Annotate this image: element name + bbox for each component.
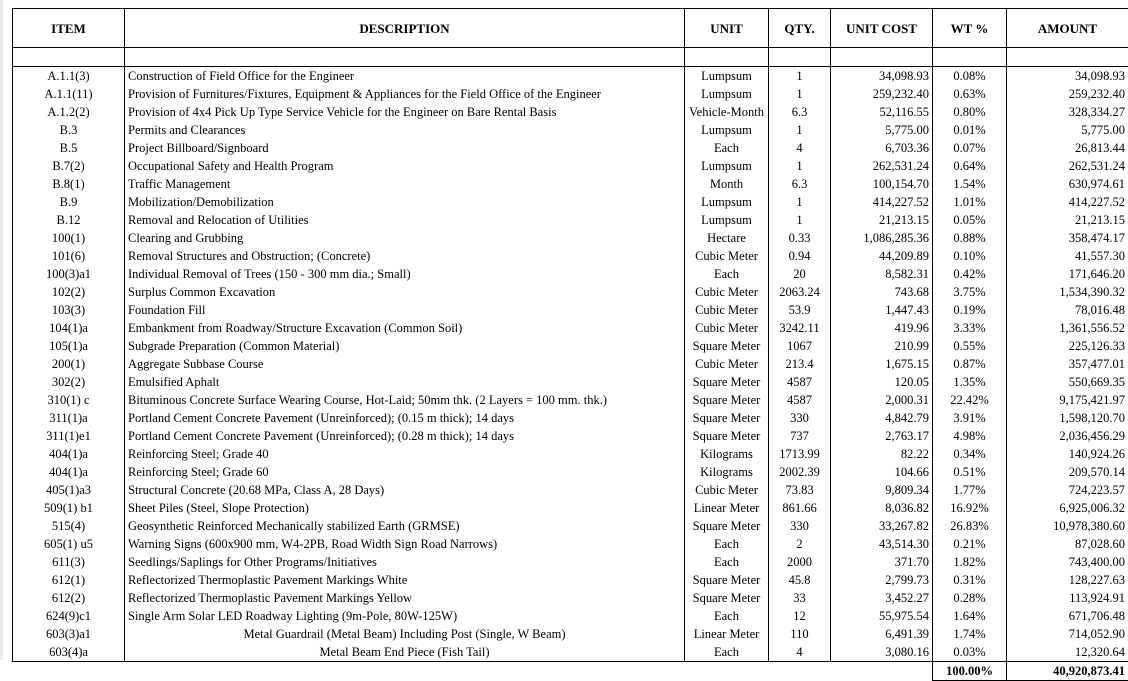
table-row: [13, 553, 1128, 571]
table-row: [13, 373, 1128, 391]
cell-item[interactable]: 405(1)a3: [13, 481, 125, 499]
cell-amount[interactable]: 171,646.20: [1007, 265, 1128, 283]
cell-description[interactable]: Aggregate Subbase Course: [125, 355, 685, 373]
table-row: [13, 463, 1128, 481]
cell-unit[interactable]: Each: [685, 643, 769, 662]
row-header-gutter: [0, 0, 3, 660]
cell-unit[interactable]: Square Meter: [685, 391, 769, 409]
cell-unit-cost[interactable]: 210.99: [831, 337, 933, 355]
cell-qty[interactable]: 4: [769, 139, 831, 157]
table-row: [13, 121, 1128, 139]
cell-qty[interactable]: 213.4: [769, 355, 831, 373]
cell-qty[interactable]: 110: [769, 625, 831, 643]
cell-description[interactable]: Individual Removal of Trees (150 - 300 mm dia.; Small): [125, 265, 685, 283]
table-row: [13, 607, 1128, 625]
totals-blank-cell[interactable]: [13, 662, 125, 681]
cell-qty[interactable]: 861.66: [769, 499, 831, 517]
cell-amount[interactable]: 358,474.17: [1007, 229, 1128, 247]
header-amount[interactable]: AMOUNT: [1007, 9, 1128, 48]
cell-item[interactable]: A.1.2(2): [13, 103, 125, 121]
cell-unit-cost[interactable]: 34,098.93: [831, 67, 933, 86]
cell-item[interactable]: 103(3): [13, 301, 125, 319]
cell-unit-cost[interactable]: 43,514.30: [831, 535, 933, 553]
cell-unit[interactable]: Each: [685, 139, 769, 157]
cell-unit[interactable]: Lumpsum: [685, 211, 769, 229]
cell-wt-percent[interactable]: 16.92%: [933, 499, 1007, 517]
spacer-cell[interactable]: [685, 48, 769, 67]
cell-amount[interactable]: 262,531.24: [1007, 157, 1128, 175]
cell-wt-percent[interactable]: 0.63%: [933, 85, 1007, 103]
cell-wt-percent[interactable]: 0.55%: [933, 337, 1007, 355]
cell-qty[interactable]: 45.8: [769, 571, 831, 589]
cell-unit[interactable]: Cubic Meter: [685, 319, 769, 337]
cell-unit-cost[interactable]: 2,000.31: [831, 391, 933, 409]
total-amount[interactable]: 40,920,873.41: [1007, 662, 1128, 681]
table-row: [13, 85, 1128, 103]
cell-unit-cost[interactable]: 82.22: [831, 445, 933, 463]
cell-qty[interactable]: 33: [769, 589, 831, 607]
cell-amount[interactable]: 128,227.63: [1007, 571, 1128, 589]
cell-qty[interactable]: 1: [769, 85, 831, 103]
table-row: [13, 67, 1128, 86]
header-wt-percent[interactable]: WT %: [933, 9, 1007, 48]
cell-amount[interactable]: 1,361,556.52: [1007, 319, 1128, 337]
cell-unit-cost[interactable]: 120.05: [831, 373, 933, 391]
cell-amount[interactable]: 724,223.57: [1007, 481, 1128, 499]
cell-description[interactable]: Subgrade Preparation (Common Material): [125, 337, 685, 355]
cell-qty[interactable]: 1713.99: [769, 445, 831, 463]
cell-wt-percent[interactable]: 4.98%: [933, 427, 1007, 445]
cell-unit-cost[interactable]: 6,491.39: [831, 625, 933, 643]
cell-item[interactable]: 624(9)c1: [13, 607, 125, 625]
table-row: [13, 283, 1128, 301]
cell-unit-cost[interactable]: 55,975.54: [831, 607, 933, 625]
table-row: [13, 571, 1128, 589]
cell-wt-percent[interactable]: 0.19%: [933, 301, 1007, 319]
cell-wt-percent[interactable]: 0.87%: [933, 355, 1007, 373]
table-row: [13, 535, 1128, 553]
cell-unit-cost[interactable]: 33,267.82: [831, 517, 933, 535]
cell-unit-cost[interactable]: 5,775.00: [831, 121, 933, 139]
table-row: [13, 319, 1128, 337]
cell-unit[interactable]: Kilograms: [685, 445, 769, 463]
cell-amount[interactable]: 113,924.91: [1007, 589, 1128, 607]
cell-description[interactable]: Single Arm Solar LED Roadway Lighting (9m-Pole, 80W-125W): [125, 607, 685, 625]
spacer-cell[interactable]: [831, 48, 933, 67]
cell-item[interactable]: 311(1)e1: [13, 427, 125, 445]
cell-wt-percent[interactable]: 0.01%: [933, 121, 1007, 139]
cell-description[interactable]: Traffic Management: [125, 175, 685, 193]
cell-description[interactable]: Occupational Safety and Health Program: [125, 157, 685, 175]
cell-item[interactable]: B.3: [13, 121, 125, 139]
cell-unit-cost[interactable]: 6,703.36: [831, 139, 933, 157]
totals-blank-cell[interactable]: [685, 662, 769, 681]
cell-unit-cost[interactable]: 8,582.31: [831, 265, 933, 283]
cell-item[interactable]: 611(3): [13, 553, 125, 571]
cell-wt-percent[interactable]: 0.31%: [933, 571, 1007, 589]
cell-amount[interactable]: 328,334.27: [1007, 103, 1128, 121]
header-description[interactable]: DESCRIPTION: [125, 9, 685, 48]
cell-item[interactable]: 612(1): [13, 571, 125, 589]
header-unit[interactable]: UNIT: [685, 9, 769, 48]
cell-wt-percent[interactable]: 0.10%: [933, 247, 1007, 265]
cell-unit[interactable]: Hectare: [685, 229, 769, 247]
cell-wt-percent[interactable]: 0.88%: [933, 229, 1007, 247]
cell-unit-cost[interactable]: 2,799.73: [831, 571, 933, 589]
cell-item[interactable]: 603(3)a1: [13, 625, 125, 643]
cell-description[interactable]: Reinforcing Steel; Grade 40: [125, 445, 685, 463]
cell-amount[interactable]: 140,924.26: [1007, 445, 1128, 463]
bill-of-quantities-table: [12, 8, 1128, 681]
cell-unit-cost[interactable]: 1,086,285.36: [831, 229, 933, 247]
cell-qty[interactable]: 2002.39: [769, 463, 831, 481]
cell-unit[interactable]: Each: [685, 265, 769, 283]
cell-wt-percent[interactable]: 26.83%: [933, 517, 1007, 535]
cell-qty[interactable]: 4: [769, 643, 831, 662]
cell-unit-cost[interactable]: 2,763.17: [831, 427, 933, 445]
cell-unit-cost[interactable]: 259,232.40: [831, 85, 933, 103]
table-row: [13, 229, 1128, 247]
cell-item[interactable]: 200(1): [13, 355, 125, 373]
cell-unit[interactable]: Cubic Meter: [685, 247, 769, 265]
cell-item[interactable]: B.5: [13, 139, 125, 157]
totals-row: [13, 662, 1128, 681]
cell-unit-cost[interactable]: 4,842.79: [831, 409, 933, 427]
cell-description[interactable]: Structural Concrete (20.68 MPa, Class A, 28 Days): [125, 481, 685, 499]
table-row: [13, 103, 1128, 121]
header-item[interactable]: ITEM: [13, 9, 125, 48]
cell-description[interactable]: Bituminous Concrete Surface Wearing Course, Hot-Laid; 50mm thk. (2 Layers = 100 mm. thk.): [125, 391, 685, 409]
table-row: [13, 157, 1128, 175]
cell-description[interactable]: Portland Cement Concrete Pavement (Unreinforced); (0.28 m thick); 14 days: [125, 427, 685, 445]
cell-description[interactable]: Reflectorized Thermoplastic Pavement Markings Yellow: [125, 589, 685, 607]
cell-amount[interactable]: 78,016.48: [1007, 301, 1128, 319]
cell-qty[interactable]: 2063.24: [769, 283, 831, 301]
cell-item[interactable]: 404(1)a: [13, 463, 125, 481]
table-row: [13, 517, 1128, 535]
cell-unit-cost[interactable]: 419.96: [831, 319, 933, 337]
cell-qty[interactable]: 1: [769, 193, 831, 211]
cell-description[interactable]: Construction of Field Office for the Engineer: [125, 67, 685, 86]
cell-unit[interactable]: Each: [685, 607, 769, 625]
cell-unit[interactable]: Each: [685, 535, 769, 553]
table-row: [13, 211, 1128, 229]
table-row: [13, 391, 1128, 409]
header-qty[interactable]: QTY.: [769, 9, 831, 48]
cell-amount[interactable]: 743,400.00: [1007, 553, 1128, 571]
cell-unit[interactable]: Cubic Meter: [685, 355, 769, 373]
cell-qty[interactable]: 330: [769, 517, 831, 535]
total-wt-percent[interactable]: 100.00%: [933, 662, 1007, 681]
cell-item[interactable]: B.7(2): [13, 157, 125, 175]
cell-amount[interactable]: 34,098.93: [1007, 67, 1128, 86]
cell-amount[interactable]: 41,557.30: [1007, 247, 1128, 265]
cell-amount[interactable]: 2,036,456.29: [1007, 427, 1128, 445]
table-body: [13, 67, 1128, 662]
cell-qty[interactable]: 1: [769, 121, 831, 139]
cell-unit[interactable]: Square Meter: [685, 337, 769, 355]
cell-wt-percent[interactable]: 1.54%: [933, 175, 1007, 193]
cell-item[interactable]: 104(1)a: [13, 319, 125, 337]
cell-wt-percent[interactable]: 0.64%: [933, 157, 1007, 175]
cell-unit[interactable]: Month: [685, 175, 769, 193]
cell-item[interactable]: 404(1)a: [13, 445, 125, 463]
spacer-row: [13, 48, 1128, 67]
cell-unit[interactable]: Linear Meter: [685, 625, 769, 643]
cell-wt-percent[interactable]: 1.74%: [933, 625, 1007, 643]
cell-item[interactable]: 105(1)a: [13, 337, 125, 355]
cell-unit-cost[interactable]: 1,447.43: [831, 301, 933, 319]
cell-description[interactable]: Removal Structures and Obstruction; (Concrete): [125, 247, 685, 265]
cell-qty[interactable]: 2: [769, 535, 831, 553]
cell-wt-percent[interactable]: 0.34%: [933, 445, 1007, 463]
cell-item[interactable]: A.1.1(11): [13, 85, 125, 103]
cell-unit-cost[interactable]: 104.66: [831, 463, 933, 481]
cell-unit-cost[interactable]: 8,036.82: [831, 499, 933, 517]
cell-qty[interactable]: 0.33: [769, 229, 831, 247]
cell-item[interactable]: B.12: [13, 211, 125, 229]
cell-amount[interactable]: 209,570.14: [1007, 463, 1128, 481]
cell-unit[interactable]: Each: [685, 553, 769, 571]
cell-description[interactable]: Sheet Piles (Steel, Slope Protection): [125, 499, 685, 517]
cell-item[interactable]: 100(3)a1: [13, 265, 125, 283]
cell-unit[interactable]: Square Meter: [685, 373, 769, 391]
cell-wt-percent[interactable]: 22.42%: [933, 391, 1007, 409]
table-row: [13, 193, 1128, 211]
cell-unit-cost[interactable]: 414,227.52: [831, 193, 933, 211]
cell-wt-percent[interactable]: 1.77%: [933, 481, 1007, 499]
cell-amount[interactable]: 225,126.33: [1007, 337, 1128, 355]
cell-item[interactable]: 101(6): [13, 247, 125, 265]
cell-qty[interactable]: 6.3: [769, 175, 831, 193]
cell-unit-cost[interactable]: 3,452.27: [831, 589, 933, 607]
cell-unit[interactable]: Lumpsum: [685, 193, 769, 211]
cell-amount[interactable]: 414,227.52: [1007, 193, 1128, 211]
cell-description[interactable]: Reinforcing Steel; Grade 60: [125, 463, 685, 481]
cell-amount[interactable]: 1,534,390.32: [1007, 283, 1128, 301]
cell-wt-percent[interactable]: 0.21%: [933, 535, 1007, 553]
cell-qty[interactable]: 1: [769, 157, 831, 175]
spacer-cell[interactable]: [13, 48, 125, 67]
cell-wt-percent[interactable]: 1.35%: [933, 373, 1007, 391]
cell-unit[interactable]: Square Meter: [685, 571, 769, 589]
table-row: [13, 481, 1128, 499]
cell-amount[interactable]: 550,669.35: [1007, 373, 1128, 391]
cell-item[interactable]: 311(1)a: [13, 409, 125, 427]
cell-qty[interactable]: 53.9: [769, 301, 831, 319]
cell-item[interactable]: 515(4): [13, 517, 125, 535]
cell-unit-cost[interactable]: 743.68: [831, 283, 933, 301]
cell-wt-percent[interactable]: 1.64%: [933, 607, 1007, 625]
cell-qty[interactable]: 737: [769, 427, 831, 445]
cell-amount[interactable]: 10,978,380.60: [1007, 517, 1128, 535]
cell-wt-percent[interactable]: 0.28%: [933, 589, 1007, 607]
cell-unit[interactable]: Square Meter: [685, 427, 769, 445]
cell-item[interactable]: 605(1) u5: [13, 535, 125, 553]
cell-unit[interactable]: Square Meter: [685, 589, 769, 607]
cell-unit[interactable]: Lumpsum: [685, 67, 769, 86]
cell-description[interactable]: Surplus Common Excavation: [125, 283, 685, 301]
cell-unit[interactable]: Lumpsum: [685, 85, 769, 103]
cell-unit-cost[interactable]: 9,809.34: [831, 481, 933, 499]
cell-qty[interactable]: 1067: [769, 337, 831, 355]
cell-amount[interactable]: 259,232.40: [1007, 85, 1128, 103]
cell-item[interactable]: 603(4)a: [13, 643, 125, 662]
cell-unit-cost[interactable]: 262,531.24: [831, 157, 933, 175]
cell-unit[interactable]: Lumpsum: [685, 157, 769, 175]
cell-description[interactable]: Clearing and Grubbing: [125, 229, 685, 247]
table-row: [13, 643, 1128, 662]
cell-description[interactable]: Geosynthetic Reinforced Mechanically stabilized Earth (GRMSE): [125, 517, 685, 535]
table-row: [13, 589, 1128, 607]
cell-unit-cost[interactable]: 52,116.55: [831, 103, 933, 121]
cell-description[interactable]: Seedlings/Saplings for Other Programs/Initiatives: [125, 553, 685, 571]
spacer-cell[interactable]: [933, 48, 1007, 67]
cell-description[interactable]: Permits and Clearances: [125, 121, 685, 139]
cell-description[interactable]: Portland Cement Concrete Pavement (Unreinforced); (0.15 m thick); 14 days: [125, 409, 685, 427]
cell-item[interactable]: B.9: [13, 193, 125, 211]
cell-qty[interactable]: 1: [769, 211, 831, 229]
cell-unit-cost[interactable]: 100,154.70: [831, 175, 933, 193]
table-row: [13, 247, 1128, 265]
cell-description[interactable]: Emulsified Aphalt: [125, 373, 685, 391]
cell-qty[interactable]: 20: [769, 265, 831, 283]
cell-description[interactable]: Metal Beam End Piece (Fish Tail): [125, 643, 685, 662]
cell-qty[interactable]: 330: [769, 409, 831, 427]
cell-unit[interactable]: Square Meter: [685, 409, 769, 427]
cell-unit-cost[interactable]: 44,209.89: [831, 247, 933, 265]
spacer-cell[interactable]: [769, 48, 831, 67]
cell-wt-percent[interactable]: 0.03%: [933, 643, 1007, 662]
cell-qty[interactable]: 4587: [769, 373, 831, 391]
cell-amount[interactable]: 6,925,006.32: [1007, 499, 1128, 517]
table-row: [13, 355, 1128, 373]
cell-wt-percent[interactable]: 0.05%: [933, 211, 1007, 229]
cell-description[interactable]: Metal Guardrail (Metal Beam) Including Post (Single, W Beam): [125, 625, 685, 643]
cell-wt-percent[interactable]: 3.91%: [933, 409, 1007, 427]
cell-qty[interactable]: 6.3: [769, 103, 831, 121]
cell-amount[interactable]: 12,320.64: [1007, 643, 1128, 662]
cell-description[interactable]: Reflectorized Thermoplastic Pavement Markings White: [125, 571, 685, 589]
cell-qty[interactable]: 0.94: [769, 247, 831, 265]
cell-amount[interactable]: 714,052.90: [1007, 625, 1128, 643]
cell-wt-percent[interactable]: 3.33%: [933, 319, 1007, 337]
cell-item[interactable]: 302(2): [13, 373, 125, 391]
cell-unit-cost[interactable]: 21,213.15: [831, 211, 933, 229]
cell-qty[interactable]: 1: [769, 67, 831, 86]
cell-description[interactable]: Provision of 4x4 Pick Up Type Service Vehicle for the Engineer on Bare Rental Basis: [125, 103, 685, 121]
table-row: [13, 337, 1128, 355]
cell-qty[interactable]: 12: [769, 607, 831, 625]
table-row: [13, 139, 1128, 157]
cell-wt-percent[interactable]: 1.82%: [933, 553, 1007, 571]
cell-amount[interactable]: 357,477.01: [1007, 355, 1128, 373]
cell-description[interactable]: Project Billboard/Signboard: [125, 139, 685, 157]
cell-unit-cost[interactable]: 371.70: [831, 553, 933, 571]
cell-item[interactable]: B.8(1): [13, 175, 125, 193]
cell-description[interactable]: Mobilization/Demobilization: [125, 193, 685, 211]
cell-amount[interactable]: 5,775.00: [1007, 121, 1128, 139]
table-row: [13, 409, 1128, 427]
cell-unit[interactable]: Cubic Meter: [685, 301, 769, 319]
table-row: [13, 445, 1128, 463]
table-row: [13, 625, 1128, 643]
cell-wt-percent[interactable]: 0.08%: [933, 67, 1007, 86]
cell-amount[interactable]: 21,213.15: [1007, 211, 1128, 229]
cell-description[interactable]: Warning Signs (600x900 mm, W4-2PB, Road Width Sign Road Narrows): [125, 535, 685, 553]
cell-description[interactable]: Foundation Fill: [125, 301, 685, 319]
cell-unit[interactable]: Cubic Meter: [685, 481, 769, 499]
cell-amount[interactable]: 26,813.44: [1007, 139, 1128, 157]
cell-wt-percent[interactable]: 3.75%: [933, 283, 1007, 301]
cell-wt-percent[interactable]: 1.01%: [933, 193, 1007, 211]
cell-item[interactable]: 102(2): [13, 283, 125, 301]
cell-item[interactable]: 509(1) b1: [13, 499, 125, 517]
cell-unit[interactable]: Cubic Meter: [685, 283, 769, 301]
cell-unit[interactable]: Vehicle-Month: [685, 103, 769, 121]
cell-wt-percent[interactable]: 0.42%: [933, 265, 1007, 283]
cell-description[interactable]: Provision of Furnitures/Fixtures, Equipment & Appliances for the Field Office of the Engineer: [125, 85, 685, 103]
cell-wt-percent[interactable]: 0.07%: [933, 139, 1007, 157]
table-row: [13, 175, 1128, 193]
spacer-cell[interactable]: [125, 48, 685, 67]
cell-amount[interactable]: 9,175,421.97: [1007, 391, 1128, 409]
cell-qty[interactable]: 4587: [769, 391, 831, 409]
header-unit-cost[interactable]: UNIT COST: [831, 9, 933, 48]
table-row: [13, 301, 1128, 319]
cell-wt-percent[interactable]: 0.51%: [933, 463, 1007, 481]
cell-item[interactable]: 100(1): [13, 229, 125, 247]
cell-item[interactable]: 612(2): [13, 589, 125, 607]
cell-qty[interactable]: 73.83: [769, 481, 831, 499]
cell-unit-cost[interactable]: 3,080.16: [831, 643, 933, 662]
cell-qty[interactable]: 2000: [769, 553, 831, 571]
cell-amount[interactable]: 87,028.60: [1007, 535, 1128, 553]
cell-amount[interactable]: 1,598,120.70: [1007, 409, 1128, 427]
cell-item[interactable]: 310(1) c: [13, 391, 125, 409]
table-row: [13, 265, 1128, 283]
cell-description[interactable]: Embankment from Roadway/Structure Excavation (Common Soil): [125, 319, 685, 337]
cell-unit-cost[interactable]: 1,675.15: [831, 355, 933, 373]
header-row: [13, 9, 1128, 48]
cell-unit[interactable]: Square Meter: [685, 517, 769, 535]
totals-blank-cell[interactable]: [769, 662, 831, 681]
cell-wt-percent[interactable]: 0.80%: [933, 103, 1007, 121]
cell-unit[interactable]: Linear Meter: [685, 499, 769, 517]
table-row: [13, 499, 1128, 517]
cell-amount[interactable]: 630,974.61: [1007, 175, 1128, 193]
spacer-cell[interactable]: [1007, 48, 1128, 67]
cell-item[interactable]: A.1.1(3): [13, 67, 125, 86]
cell-unit[interactable]: Kilograms: [685, 463, 769, 481]
table-row: [13, 427, 1128, 445]
totals-blank-cell[interactable]: [831, 662, 933, 681]
cell-amount[interactable]: 671,706.48: [1007, 607, 1128, 625]
cell-description[interactable]: Removal and Relocation of Utilities: [125, 211, 685, 229]
cell-unit[interactable]: Lumpsum: [685, 121, 769, 139]
cell-qty[interactable]: 3242.11: [769, 319, 831, 337]
totals-blank-cell[interactable]: [125, 662, 685, 681]
